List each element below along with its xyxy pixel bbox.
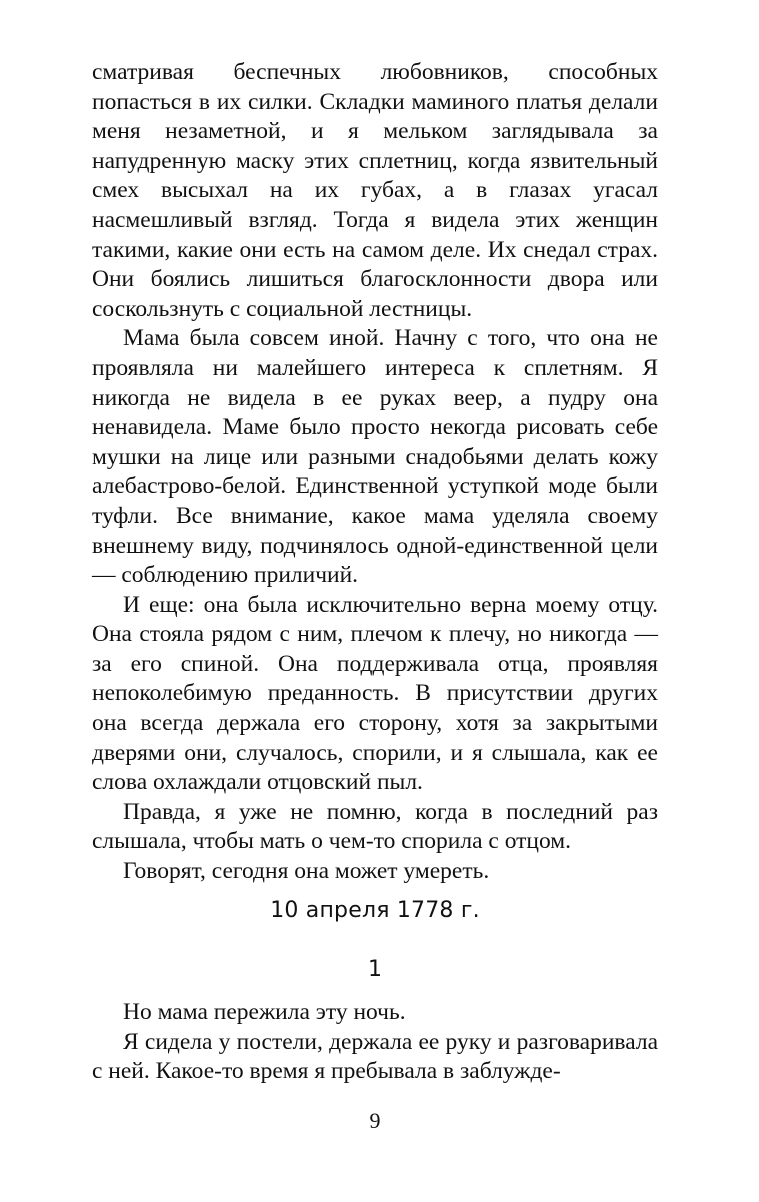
bottom-text-block <box>92 998 658 1087</box>
date-heading: 10 апреля 1778 г. <box>270 898 480 923</box>
paragraph-survived: Но мама пережила эту ночь. <box>123 999 406 1025</box>
paragraph-continuation: сматривая беспечных любовников, способных попасться в их силки. Складки маминого платья делали меня незаметной, и я мельком заглядывала за напудренную маску этих сплетниц, когда язвительный смех высыхал на их губах, а в глазах угасал насмешливый взгляд. Тогда я видела этих женщин такими, какие они есть на самом деле. Их снедал страх. Они боялись лишиться благосклонности двора или соскользнуть с социальной лестницы. <box>92 59 658 322</box>
paragraph-loyalty: И еще: она была исключительно верна моему отцу. Она стояла рядом с ним, плечом к плечу, но никогда — за его спиной. Она поддерживала отца, проявляя непоколебимую преданность. В присутствии других она всегда держала его сторону, хотя за закрытыми дверями они, случалось, спорили, и я слышала, как ее слова охлаждали отцовский пыл. <box>92 591 658 796</box>
paragraph-may-die: Говорят, сегодня она может умереть. <box>123 858 490 885</box>
page-number: 9 <box>369 1108 381 1133</box>
top-text-block <box>92 58 658 887</box>
paragraph-last-argument: Правда, я уже не помню, когда в последний раз слышала, чтобы мать о чем-то спорила с отцом. <box>92 798 658 855</box>
chapter-number: 1 <box>368 957 382 982</box>
paragraph-mother-different: Мама была совсем иной. Начну с того, что она не проявляла ни малейшего интереса к сплетням. Я никогда не видела в ее руках веер, а пудру она ненавидела. Маме было просто некогда рисовать себе мушки на лице или разными снадобьями делать кожу алебастрово-белой. Единственной уступкой моде были туфли. Все внимание, какое мама уделяла своему внешнему виду, подчинялось одной-единственной цели — соблюдению приличий. <box>92 325 658 589</box>
paragraph-bedside: Я сидела у постели, держала ее руку и разговаривала с ней. Какое-то время я пребывала в заблужде- <box>92 1028 658 1085</box>
